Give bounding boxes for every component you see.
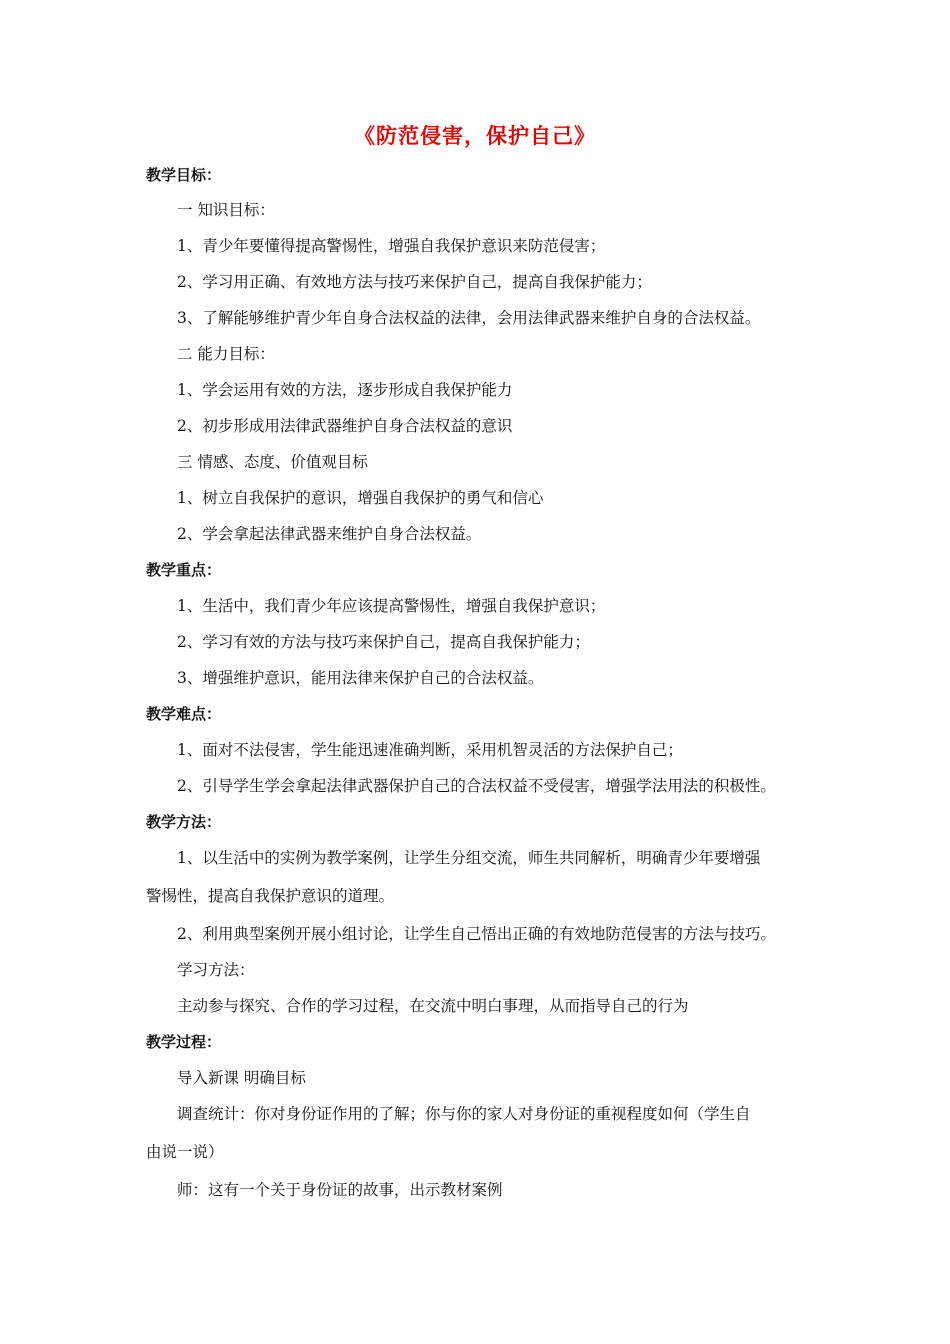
subheading-emotion-goals: 三 情感、态度、价值观目标 [177, 453, 368, 471]
paragraph-line: 1、青少年要懂得提高警惕性，增强自我保护意识来防范侵害； [177, 237, 606, 255]
heading-teaching-process: 教学过程： [146, 1033, 222, 1051]
paragraph-line: 2、引导学生学会拿起法律武器保护自己的合法权益不受侵害，增强学法用法的积极性。 [177, 777, 776, 795]
paragraph-line: 2、学习用正确、有效地方法与技巧来保护自己，提高自我保护能力； [177, 273, 652, 291]
heading-teaching-methods: 教学方法： [146, 813, 222, 831]
paragraph-line: 调查统计：你对身份证作用的了解；你与你的家人对身份证的重视程度如何（学生自 [177, 1105, 751, 1123]
paragraph-line: 3、了解能够维护青少年自身合法权益的法律，会用法律武器来维护自身的合法权益。 [177, 309, 761, 327]
paragraph-line: 1、以生活中的实例为教学案例，让学生分组交流，师生共同解析，明确青少年要增强 [177, 849, 761, 867]
subheading-knowledge-goals: 一 知识目标： [177, 201, 275, 219]
paragraph-line: 2、学习有效的方法与技巧来保护自己，提高自我保护能力； [177, 633, 590, 651]
paragraph-line: 1、生活中，我们青少年应该提高警惕性，增强自我保护意识； [177, 597, 606, 615]
heading-difficult-points: 教学难点： [146, 705, 222, 723]
subheading-ability-goals: 二 能力目标： [177, 345, 275, 363]
paragraph-line: 1、学会运用有效的方法，逐步形成自我保护能力 [177, 381, 513, 399]
paragraph-line: 警惕性，提高自我保护意识的道理。 [146, 887, 395, 905]
paragraph-line: 2、利用典型案例开展小组讨论，让学生自己悟出正确的有效地防范侵害的方法与技巧。 [177, 925, 776, 943]
paragraph-line: 导入新课 明确目标 [177, 1069, 306, 1087]
subheading-learning-methods: 学习方法： [177, 961, 255, 979]
paragraph-line: 2、初步形成用法律武器维护自身合法权益的意识 [177, 417, 513, 435]
heading-key-points: 教学重点： [146, 561, 222, 579]
document-title: 《防范侵害，保护自己》 [354, 124, 596, 148]
heading-teaching-goals: 教学目标： [146, 166, 222, 184]
paragraph-line: 1、树立自我保护的意识，增强自我保护的勇气和信心 [177, 489, 544, 507]
paragraph-line: 师：这有一个关于身份证的故事，出示教材案例 [177, 1181, 503, 1199]
paragraph-line: 由说一说） [146, 1143, 224, 1161]
paragraph-line: 1、面对不法侵害，学生能迅速准确判断，采用机智灵活的方法保护自己； [177, 741, 683, 759]
paragraph-line: 主动参与探究、合作的学习过程，在交流中明白事理，从而指导自己的行为 [177, 997, 689, 1015]
paragraph-line: 2、学会拿起法律武器来维护自身合法权益。 [177, 525, 482, 543]
paragraph-line: 3、增强维护意识，能用法律来保护自己的合法权益。 [177, 669, 544, 687]
